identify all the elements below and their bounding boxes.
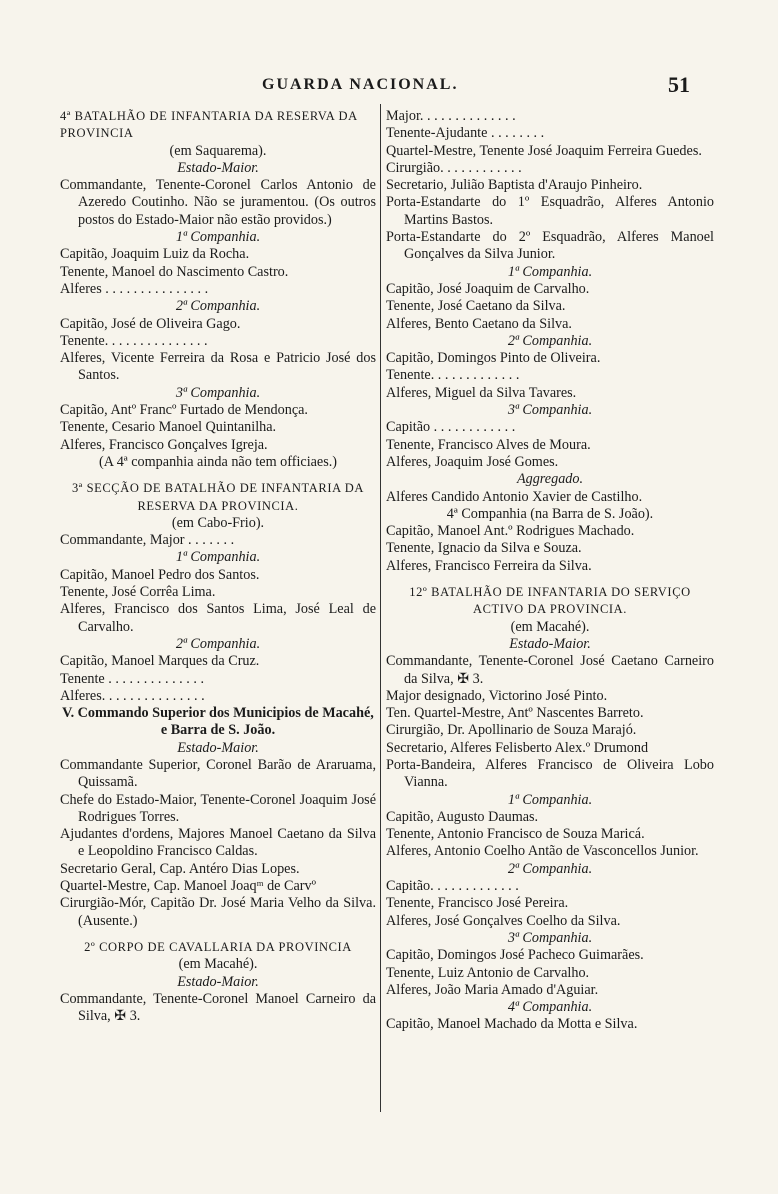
entry-line: Alferes. . . . . . . . . . . . . . .	[60, 687, 205, 704]
entry-line: Capitão, José de Oliveira Gago.	[60, 315, 241, 332]
entry-line: (em Macahé).	[178, 956, 258, 973]
entry-line: Ajudantes d'ordens, Majores Manoel Caetano da Silva e Leopoldino Francisco Caldas.	[60, 826, 376, 860]
entry-line: Alferes Candido Antonio Xavier de Castilho.	[386, 488, 643, 505]
entry-line: Capitão, Manoel Ant.º Rodrigues Machado.	[386, 523, 635, 540]
entry-line: Cirurgião, Dr. Apollinario de Souza Marajó.	[386, 722, 637, 739]
entry-line: (em Cabo-Frio).	[171, 514, 265, 531]
entry-line: V. Commando Superior dos Municipios de Macahé, e Barra de S. João.	[62, 705, 374, 739]
spacer	[60, 930, 376, 939]
entry-line: Tenente . . . . . . . . . . . . . .	[60, 670, 205, 687]
entry-line: Alferes, Miguel da Silva Tavares.	[386, 384, 577, 401]
entry-line: Tenente, José Corrêa Lima.	[60, 584, 216, 601]
entry-line: 2º CORPO DE CAVALLARIA DA PROVINCIA	[84, 939, 352, 954]
entry-line: Porta-Estandarte do 1º Esquadrão, Alferes Antonio Martins Bastos.	[386, 194, 714, 228]
entry-line: Capitão, Manoel Pedro dos Santos.	[60, 566, 260, 583]
entry-line: Alferes, Vicente Ferreira da Rosa e Patricio José dos Santos.	[60, 350, 376, 384]
entry-line: 4ª BATALHÃO DE INFANTARIA DA RESERVA DA PROVINCIA	[60, 109, 358, 141]
entry-line: Commandante Superior, Coronel Barão de Araruama, Quissamã.	[60, 756, 376, 791]
entry-line: Capitão . . . . . . . . . . . .	[386, 419, 516, 436]
entry-line: Commandante, Tenente-Coronel Manoel Carneiro da Silva, ✠ 3.	[60, 990, 376, 1025]
entry-line: Quartel-Mestre, Tenente José Joaquim Ferreira Guedes.	[386, 142, 702, 159]
section-heading: Estado-Maior.	[177, 973, 259, 990]
entry-line: Alferes, Joaquim José Gomes.	[386, 453, 559, 470]
entry-line: Alferes, Francisco Gonçalves Igreja.	[60, 436, 268, 453]
column-divider	[380, 104, 381, 1112]
entry-line: Capitão, José Joaquim de Carvalho.	[386, 280, 590, 297]
section-heading: Estado-Maior.	[177, 739, 259, 756]
entry-line: Major. . . . . . . . . . . . . .	[386, 108, 516, 124]
entry-line: Capitão. . . . . . . . . . . . .	[386, 878, 519, 895]
spacer	[60, 471, 376, 480]
page-header	[0, 72, 778, 100]
entry-line: Alferes . . . . . . . . . . . . . . .	[60, 280, 209, 297]
entry-line: Quartel-Mestre, Cap. Manoel Joaqᵐ de Carvº	[60, 878, 316, 895]
entry-line: Capitão, Antº Francº Furtado de Mendonça.	[60, 402, 308, 419]
entry-line: Commandante, Tenente-Coronel Carlos Antonio de Azeredo Coutinho. Não se juramentou. (Os outros postos do Estado-Maior não estão providos.)	[60, 177, 376, 228]
entry-line: 12º BATALHÃO DE INFANTARIA DO SERVIÇO ACTIVO DA PROVINCIA.	[409, 585, 691, 617]
section-heading: 2ª Companhia.	[175, 298, 261, 315]
section-heading: Estado-Maior.	[509, 635, 591, 652]
section-heading: 2ª Companhia.	[175, 635, 261, 652]
entry-line: Commandante, Major . . . . . . .	[60, 532, 235, 549]
section-heading: 1ª Companhia.	[175, 229, 261, 246]
section-heading: Aggregado.	[516, 471, 584, 488]
entry-line: (A 4ª companhia ainda não tem officiaes.)	[98, 453, 338, 470]
entry-line: Porta-Bandeira, Alferes Francisco de Oliveira Lobo Vianna.	[386, 756, 714, 791]
entry-line: (em Macahé).	[510, 618, 590, 635]
entry-line: Tenente. . . . . . . . . . . . . . .	[60, 332, 208, 349]
entry-line: Tenente. . . . . . . . . . . . .	[386, 367, 520, 384]
entry-line: Alferes, Francisco Ferreira da Silva.	[386, 557, 592, 574]
entry-line: Capitão, Joaquim Luiz da Rocha.	[60, 246, 250, 263]
entry-line: Tenente, José Caetano da Silva.	[386, 298, 566, 315]
entry-line: Capitão, Manoel Marques da Cruz.	[60, 653, 260, 670]
section-heading: 4ª Companhia.	[507, 999, 593, 1016]
entry-line: Cirurgião. . . . . . . . . . . .	[386, 159, 522, 176]
entry-line: Tenente, Ignacio da Silva e Souza.	[386, 540, 582, 557]
entry-line: Tenente, Manoel do Nascimento Castro.	[60, 263, 289, 280]
section-heading: Estado-Maior.	[177, 159, 259, 176]
entry-line: Alferes, Antonio Coelho Antão de Vasconcellos Junior.	[386, 843, 699, 860]
entry-line: Alferes, José Gonçalves Coelho da Silva.	[386, 912, 621, 929]
entry-line: Tenente-Ajudante . . . . . . . .	[386, 125, 545, 142]
entry-line: Tenente, Luiz Antonio de Carvalho.	[386, 964, 590, 981]
entry-line: Cirurgião-Mór, Capitão Dr. José Maria Velho da Silva. (Ausente.)	[60, 895, 376, 929]
section-heading: 3ª Companhia.	[507, 929, 593, 946]
entry-line: (em Saquarema).	[169, 142, 267, 159]
entry-line: Porta-Estandarte do 2º Esquadrão, Alferes Manoel Gonçalves da Silva Junior.	[386, 229, 714, 263]
entry-line: Alferes, Bento Caetano da Silva.	[386, 315, 572, 332]
entry-line: Alferes, Francisco dos Santos Lima, José Leal de Carvalho.	[60, 601, 376, 635]
section-heading: 3ª Companhia.	[175, 384, 261, 401]
left-column	[60, 108, 376, 1025]
entry-line: Capitão, Domingos Pinto de Oliveira.	[386, 350, 601, 367]
entry-line: Secretario, Julião Baptista d'Araujo Pinheiro.	[386, 177, 643, 194]
right-column	[386, 108, 714, 1034]
entry-line: Secretario Geral, Cap. Antéro Dias Lopes.	[60, 860, 300, 877]
entry-line: Chefe do Estado-Maior, Tenente-Coronel Joaquim José Rodrigues Torres.	[60, 791, 376, 825]
section-heading: 3ª Companhia.	[507, 402, 593, 419]
entry-line: Ten. Quartel-Mestre, Antº Nascentes Barreto.	[386, 705, 644, 722]
page-number: 51	[668, 72, 690, 97]
running-title: GUARDA NACIONAL.	[262, 76, 459, 93]
entry-line: Major designado, Victorino José Pinto.	[386, 687, 608, 704]
section-heading: 2ª Companhia.	[507, 860, 593, 877]
entry-line: Tenente, Cesario Manoel Quintanilha.	[60, 419, 277, 436]
entry-line: 3ª SECÇÃO DE BATALHÃO DE INFANTARIA DA RESERVA DA PROVINCIA.	[71, 481, 365, 513]
entry-line: Commandante, Tenente-Coronel José Caetano Carneiro da Silva, ✠ 3.	[386, 653, 714, 687]
spacer	[386, 575, 714, 584]
section-heading: 1ª Companhia.	[175, 549, 261, 566]
entry-line: Alferes, João Maria Amado d'Aguiar.	[386, 981, 599, 998]
entry-line: Capitão, Augusto Daumas.	[386, 808, 539, 825]
entry-line: Secretario, Alferes Felisberto Alex.º Drumond	[386, 739, 649, 756]
section-heading: 2ª Companhia.	[507, 332, 593, 349]
section-heading: 1ª Companhia.	[507, 263, 593, 280]
entry-line: Tenente, Francisco Alves de Moura.	[386, 436, 591, 453]
entry-line: Tenente, Francisco José Pereira.	[386, 895, 569, 912]
entry-line: Capitão, Manoel Machado da Motta e Silva.	[386, 1016, 638, 1033]
section-heading: 1ª Companhia.	[507, 791, 593, 808]
entry-line: Tenente, Antonio Francisco de Souza Maricá.	[386, 826, 645, 843]
entry-line: Capitão, Domingos José Pacheco Guimarães.	[386, 947, 644, 964]
entry-line: 4ª Companhia (na Barra de S. João).	[446, 505, 654, 522]
